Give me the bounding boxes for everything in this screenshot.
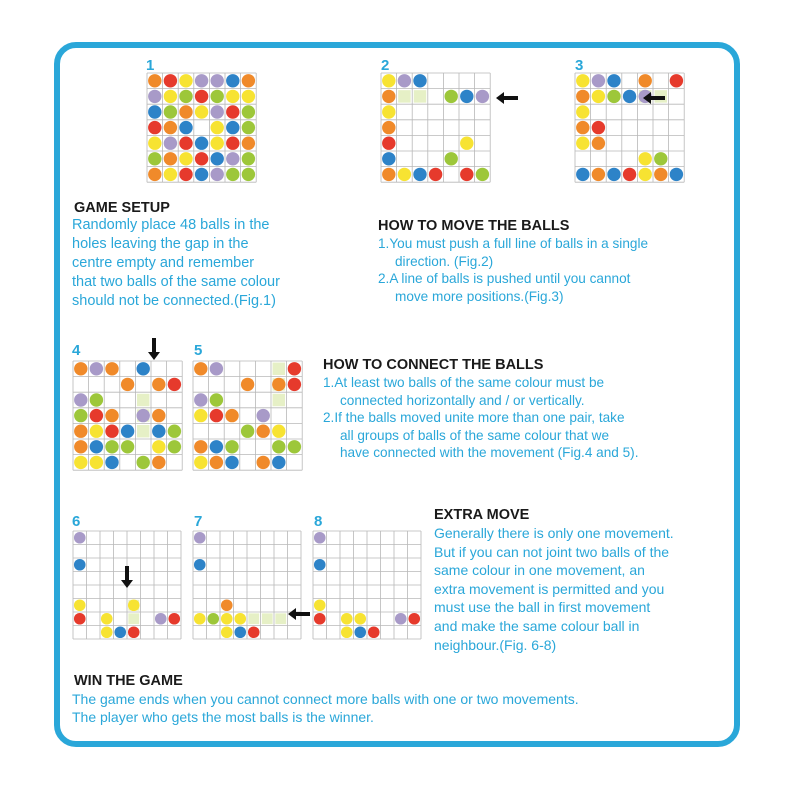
ball-green <box>179 90 192 103</box>
ball-yellow <box>576 74 589 87</box>
move-item-1-cont: direction. (Fig.2) <box>395 253 494 269</box>
ball-red <box>623 168 636 181</box>
ball-green <box>241 424 254 437</box>
ball-green <box>242 152 255 165</box>
ball-green <box>210 90 223 103</box>
extra-line: extra movement is permitted and you <box>434 580 665 597</box>
ball-green <box>288 440 301 453</box>
connect-item-2-cont: have connected with the movement (Fig.4 and 5). <box>340 445 639 460</box>
board-svg <box>72 360 183 471</box>
ball-yellow <box>194 409 207 422</box>
ball-green <box>168 440 181 453</box>
ball-orange <box>74 424 87 437</box>
ball-purple <box>194 532 206 544</box>
ball-orange <box>576 121 589 134</box>
ball-red <box>179 136 192 149</box>
ball-red <box>168 613 180 625</box>
ball-blue <box>179 121 192 134</box>
ball-blue <box>226 74 239 87</box>
ball-orange <box>576 90 589 103</box>
ball-red <box>408 613 420 625</box>
ball-green <box>242 121 255 134</box>
ball-red <box>210 409 223 422</box>
ball-orange <box>242 74 255 87</box>
ball-orange <box>272 378 285 391</box>
figure-label-6: 6 <box>72 513 81 530</box>
ball-yellow <box>226 90 239 103</box>
ball-yellow <box>341 626 353 638</box>
move-text <box>378 235 648 305</box>
ball-green <box>105 440 118 453</box>
ball-purple <box>148 90 161 103</box>
win-heading: WIN THE GAME <box>74 673 183 689</box>
ball-yellow <box>234 613 246 625</box>
arrow-down-icon <box>121 566 133 588</box>
path-highlight <box>273 363 285 375</box>
ball-orange <box>179 105 192 118</box>
ball-yellow <box>341 613 353 625</box>
ball-red <box>226 105 239 118</box>
extra-line: same colour in one movement, an <box>434 562 645 579</box>
ball-blue <box>136 362 149 375</box>
setup-line: holes leaving the gap in the <box>72 236 249 252</box>
extra-line: But if you can not joint two balls of the <box>434 543 670 560</box>
ball-blue <box>413 168 426 181</box>
ball-red <box>592 121 605 134</box>
figure-label-2: 2 <box>381 57 390 74</box>
ball-green <box>74 409 87 422</box>
ball-purple <box>398 74 411 87</box>
ball-purple <box>194 393 207 406</box>
ball-blue <box>623 90 636 103</box>
ball-green <box>148 152 161 165</box>
ball-green <box>654 152 667 165</box>
ball-purple <box>136 409 149 422</box>
ball-purple <box>395 613 407 625</box>
ball-green <box>242 168 255 181</box>
figure-board-4 <box>72 360 183 471</box>
arrow-left-icon <box>288 608 310 620</box>
ball-orange <box>148 74 161 87</box>
ball-orange <box>382 90 395 103</box>
win-line: The player who gets the most balls is the winner. <box>72 709 374 725</box>
ball-orange <box>654 168 667 181</box>
ball-green <box>164 105 177 118</box>
figure-label-4: 4 <box>72 342 81 359</box>
ball-orange <box>152 456 165 469</box>
ball-orange <box>74 440 87 453</box>
ball-yellow <box>90 456 103 469</box>
ball-yellow <box>194 613 206 625</box>
path-highlight <box>275 613 286 624</box>
ball-yellow <box>179 74 192 87</box>
ball-blue <box>272 456 285 469</box>
ball-blue <box>607 74 620 87</box>
setup-line: that two balls of the same colour <box>72 274 280 290</box>
ball-purple <box>164 136 177 149</box>
ball-blue <box>354 626 366 638</box>
ball-yellow <box>242 90 255 103</box>
path-highlight <box>262 613 273 624</box>
setup-heading: GAME SETUP <box>74 200 170 216</box>
path-highlight <box>128 613 139 624</box>
ball-green <box>226 168 239 181</box>
ball-yellow <box>382 74 395 87</box>
ball-blue <box>121 424 134 437</box>
ball-red <box>460 168 473 181</box>
ball-red <box>670 74 683 87</box>
ball-red <box>148 121 161 134</box>
ball-orange <box>210 456 223 469</box>
ball-blue <box>194 559 206 571</box>
extra-line: must use the ball in first movement <box>434 599 651 616</box>
ball-green <box>444 152 457 165</box>
ball-blue <box>382 152 395 165</box>
ball-blue <box>210 152 223 165</box>
ball-yellow <box>272 424 285 437</box>
figure-board-5 <box>192 360 303 471</box>
board-svg <box>192 530 302 640</box>
ball-yellow <box>210 121 223 134</box>
ball-purple <box>592 74 605 87</box>
ball-yellow <box>638 152 651 165</box>
ball-yellow <box>460 136 473 149</box>
ball-red <box>195 90 208 103</box>
figure-label-8: 8 <box>314 513 323 530</box>
ball-red <box>168 378 181 391</box>
ball-blue <box>114 626 126 638</box>
ball-red <box>429 168 442 181</box>
extra-line: Generally there is only one movement. <box>434 525 674 541</box>
board-svg <box>312 530 422 640</box>
figure-board-3 <box>574 72 685 183</box>
figure-label-1: 1 <box>146 57 155 74</box>
connect-text <box>323 374 638 462</box>
ball-orange <box>194 362 207 375</box>
ball-orange <box>241 378 254 391</box>
ball-purple <box>155 613 167 625</box>
connect-item-1-cont: connected horizontally and / or vertically. <box>340 392 585 408</box>
ball-blue <box>670 168 683 181</box>
ball-orange <box>164 121 177 134</box>
ball-purple <box>210 168 223 181</box>
ball-orange <box>74 362 87 375</box>
ball-green <box>225 440 238 453</box>
ball-blue <box>90 440 103 453</box>
ball-red <box>288 362 301 375</box>
ball-orange <box>225 409 238 422</box>
ball-orange <box>592 168 605 181</box>
figure-label-3: 3 <box>575 57 584 74</box>
ball-orange <box>256 424 269 437</box>
ball-yellow <box>638 168 651 181</box>
connect-item-1: 1.At least two balls of the same colour must be <box>323 375 605 390</box>
ball-yellow <box>576 136 589 149</box>
ball-blue <box>225 456 238 469</box>
ball-green <box>476 168 489 181</box>
ball-red <box>105 424 118 437</box>
win-line: The game ends when you cannot connect more balls with one or two movements. <box>72 691 579 707</box>
ball-yellow <box>221 613 233 625</box>
arrow-left-icon <box>643 92 665 104</box>
ball-purple <box>74 393 87 406</box>
connect-item-2: 2.If the balls moved unite more than one pair, take <box>323 410 625 425</box>
figure-label-7: 7 <box>194 513 203 530</box>
ball-blue <box>226 121 239 134</box>
ball-blue <box>576 168 589 181</box>
ball-yellow <box>354 613 366 625</box>
path-highlight <box>137 394 149 406</box>
extra-line: neighbour.(Fig. 6-8) <box>434 636 557 653</box>
ball-orange <box>121 378 134 391</box>
ball-yellow <box>164 90 177 103</box>
board-svg <box>146 72 257 183</box>
ball-yellow <box>221 626 233 638</box>
ball-blue <box>607 168 620 181</box>
figure-board-1 <box>146 72 257 183</box>
ball-purple <box>476 90 489 103</box>
ball-yellow <box>592 90 605 103</box>
ball-yellow <box>382 105 395 118</box>
ball-yellow <box>164 168 177 181</box>
ball-blue <box>148 105 161 118</box>
ball-purple <box>90 362 103 375</box>
ball-red <box>164 74 177 87</box>
ball-yellow <box>179 152 192 165</box>
ball-yellow <box>128 599 140 611</box>
ball-green <box>207 613 219 625</box>
figure-board-2 <box>380 72 491 183</box>
figure-board-7 <box>192 530 302 640</box>
ball-yellow <box>210 136 223 149</box>
ball-purple <box>195 74 208 87</box>
ball-purple <box>74 532 86 544</box>
ball-red <box>226 136 239 149</box>
setup-line: should not be connected.(Fig.1) <box>72 293 276 309</box>
board-svg <box>574 72 685 183</box>
ball-blue <box>210 440 223 453</box>
move-heading: HOW TO MOVE THE BALLS <box>378 218 570 234</box>
board-svg <box>192 360 303 471</box>
ball-yellow <box>101 613 113 625</box>
ball-blue <box>234 626 246 638</box>
ball-yellow <box>74 599 86 611</box>
ball-purple <box>210 362 223 375</box>
ball-yellow <box>148 136 161 149</box>
extra-text <box>434 524 674 654</box>
ball-orange <box>256 456 269 469</box>
ball-orange <box>152 378 165 391</box>
ball-green <box>444 90 457 103</box>
ball-yellow <box>576 105 589 118</box>
arrow-down-icon <box>148 338 160 360</box>
ball-blue <box>460 90 473 103</box>
ball-green <box>121 440 134 453</box>
setup-text <box>72 216 280 311</box>
connect-heading: HOW TO CONNECT THE BALLS <box>323 357 544 373</box>
ball-purple <box>226 152 239 165</box>
ball-yellow <box>152 440 165 453</box>
ball-orange <box>194 440 207 453</box>
path-highlight <box>414 90 426 102</box>
ball-blue <box>195 168 208 181</box>
ball-blue <box>314 559 326 571</box>
path-highlight <box>137 425 149 437</box>
ball-orange <box>382 121 395 134</box>
ball-blue <box>195 136 208 149</box>
ball-purple <box>210 74 223 87</box>
ball-orange <box>148 168 161 181</box>
ball-yellow <box>314 599 326 611</box>
ball-blue <box>105 456 118 469</box>
figure-label-5: 5 <box>194 342 203 359</box>
ball-blue <box>152 424 165 437</box>
move-item-1: 1.You must push a full line of balls in a single <box>378 236 649 251</box>
ball-blue <box>74 559 86 571</box>
ball-green <box>136 456 149 469</box>
ball-purple <box>256 409 269 422</box>
ball-orange <box>382 168 395 181</box>
board-svg <box>380 72 491 183</box>
ball-purple <box>210 105 223 118</box>
ball-orange <box>152 409 165 422</box>
ball-red <box>314 613 326 625</box>
extra-line: and make the same colour ball in <box>434 617 640 634</box>
ball-red <box>288 378 301 391</box>
ball-yellow <box>194 456 207 469</box>
ball-red <box>368 626 380 638</box>
ball-green <box>210 393 223 406</box>
ball-green <box>272 440 285 453</box>
move-item-2: 2.A line of balls is pushed until you cannot <box>378 271 631 286</box>
arrow-left-icon <box>496 92 518 104</box>
ball-orange <box>638 74 651 87</box>
setup-line: centre empty and remember <box>72 255 255 271</box>
path-highlight <box>248 613 259 624</box>
ball-yellow <box>90 424 103 437</box>
ball-orange <box>592 136 605 149</box>
ball-purple <box>314 532 326 544</box>
ball-orange <box>105 409 118 422</box>
ball-red <box>382 136 395 149</box>
ball-yellow <box>398 168 411 181</box>
win-text <box>72 690 579 726</box>
path-highlight <box>398 90 410 102</box>
ball-red <box>128 626 140 638</box>
ball-green <box>607 90 620 103</box>
ball-red <box>179 168 192 181</box>
move-item-2-cont: move more positions.(Fig.3) <box>395 288 564 304</box>
figure-board-8 <box>312 530 422 640</box>
ball-red <box>74 613 86 625</box>
setup-line: Randomly place 48 balls in the <box>72 217 270 233</box>
extra-heading: EXTRA MOVE <box>434 507 530 523</box>
ball-red <box>248 626 260 638</box>
ball-blue <box>413 74 426 87</box>
ball-green <box>90 393 103 406</box>
ball-yellow <box>101 626 113 638</box>
ball-yellow <box>74 456 87 469</box>
connect-item-2-cont: all groups of balls of the same colour that we <box>340 427 610 443</box>
ball-orange <box>221 599 233 611</box>
ball-orange <box>105 362 118 375</box>
ball-green <box>168 424 181 437</box>
ball-green <box>242 105 255 118</box>
ball-red <box>195 152 208 165</box>
path-highlight <box>273 394 285 406</box>
ball-orange <box>164 152 177 165</box>
ball-red <box>90 409 103 422</box>
ball-orange <box>242 136 255 149</box>
ball-yellow <box>195 105 208 118</box>
